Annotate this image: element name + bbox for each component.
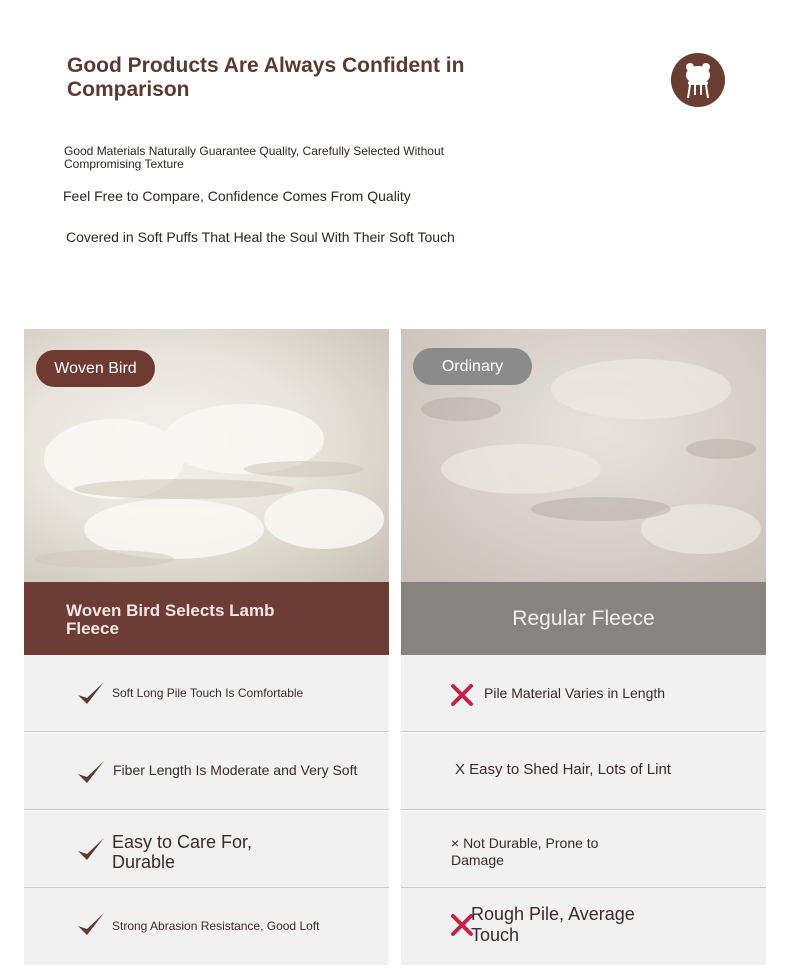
check-icon bbox=[76, 679, 106, 709]
lamb-fleece-photo bbox=[24, 329, 389, 582]
list-item bbox=[401, 733, 766, 810]
check-icon bbox=[76, 835, 106, 865]
right-row-1-text: Pile Material Varies in Length bbox=[484, 685, 666, 701]
left-row-3-text: Easy to Care For, Durable bbox=[112, 832, 253, 872]
left-row-4-text: Strong Abrasion Resistance, Good Loft bbox=[112, 919, 320, 933]
right-row-3-text: × Not Durable, Prone to Damage bbox=[451, 835, 599, 868]
check-icon bbox=[76, 758, 106, 788]
list-item bbox=[24, 655, 389, 732]
left-row-2-text: Fiber Length Is Moderate and Very Soft bbox=[113, 762, 358, 778]
subtitle-soft-touch: Covered in Soft Puffs That Heal the Soul With Their Soft Touch bbox=[66, 229, 455, 245]
chair-logo-icon bbox=[671, 53, 725, 107]
list-item bbox=[24, 733, 389, 810]
regular-fleece-title: Regular Fleece bbox=[512, 607, 655, 630]
ordinary-badge: Ordinary bbox=[413, 348, 532, 385]
woven-bird-title-band bbox=[24, 582, 389, 655]
page-title: Good Products Are Always Confident in Comparison bbox=[67, 54, 465, 101]
subtitle-quality: Good Materials Naturally Guarantee Quality, Carefully Selected Without Compromising Texture bbox=[64, 144, 444, 171]
cross-icon bbox=[449, 682, 475, 708]
list-item bbox=[24, 888, 389, 965]
regular-fleece-title-band bbox=[401, 582, 766, 655]
woven-bird-column bbox=[24, 329, 389, 965]
list-item bbox=[401, 811, 766, 888]
check-icon bbox=[76, 910, 106, 940]
list-item bbox=[401, 655, 766, 732]
left-row-1-text: Soft Long Pile Touch Is Comfortable bbox=[112, 686, 304, 700]
right-row-4-text: Rough Pile, Average Touch bbox=[471, 904, 635, 945]
subtitle-compare: Feel Free to Compare, Confidence Comes From Quality bbox=[63, 188, 411, 204]
regular-fleece-photo bbox=[401, 329, 766, 582]
ordinary-column bbox=[401, 329, 766, 965]
list-item bbox=[401, 888, 766, 965]
right-row-2-text: X Easy to Shed Hair, Lots of Lint bbox=[455, 761, 671, 778]
woven-bird-badge: Woven Bird bbox=[36, 350, 155, 387]
woven-bird-title: Woven Bird Selects Lamb Fleece bbox=[66, 601, 275, 638]
list-item bbox=[24, 811, 389, 888]
